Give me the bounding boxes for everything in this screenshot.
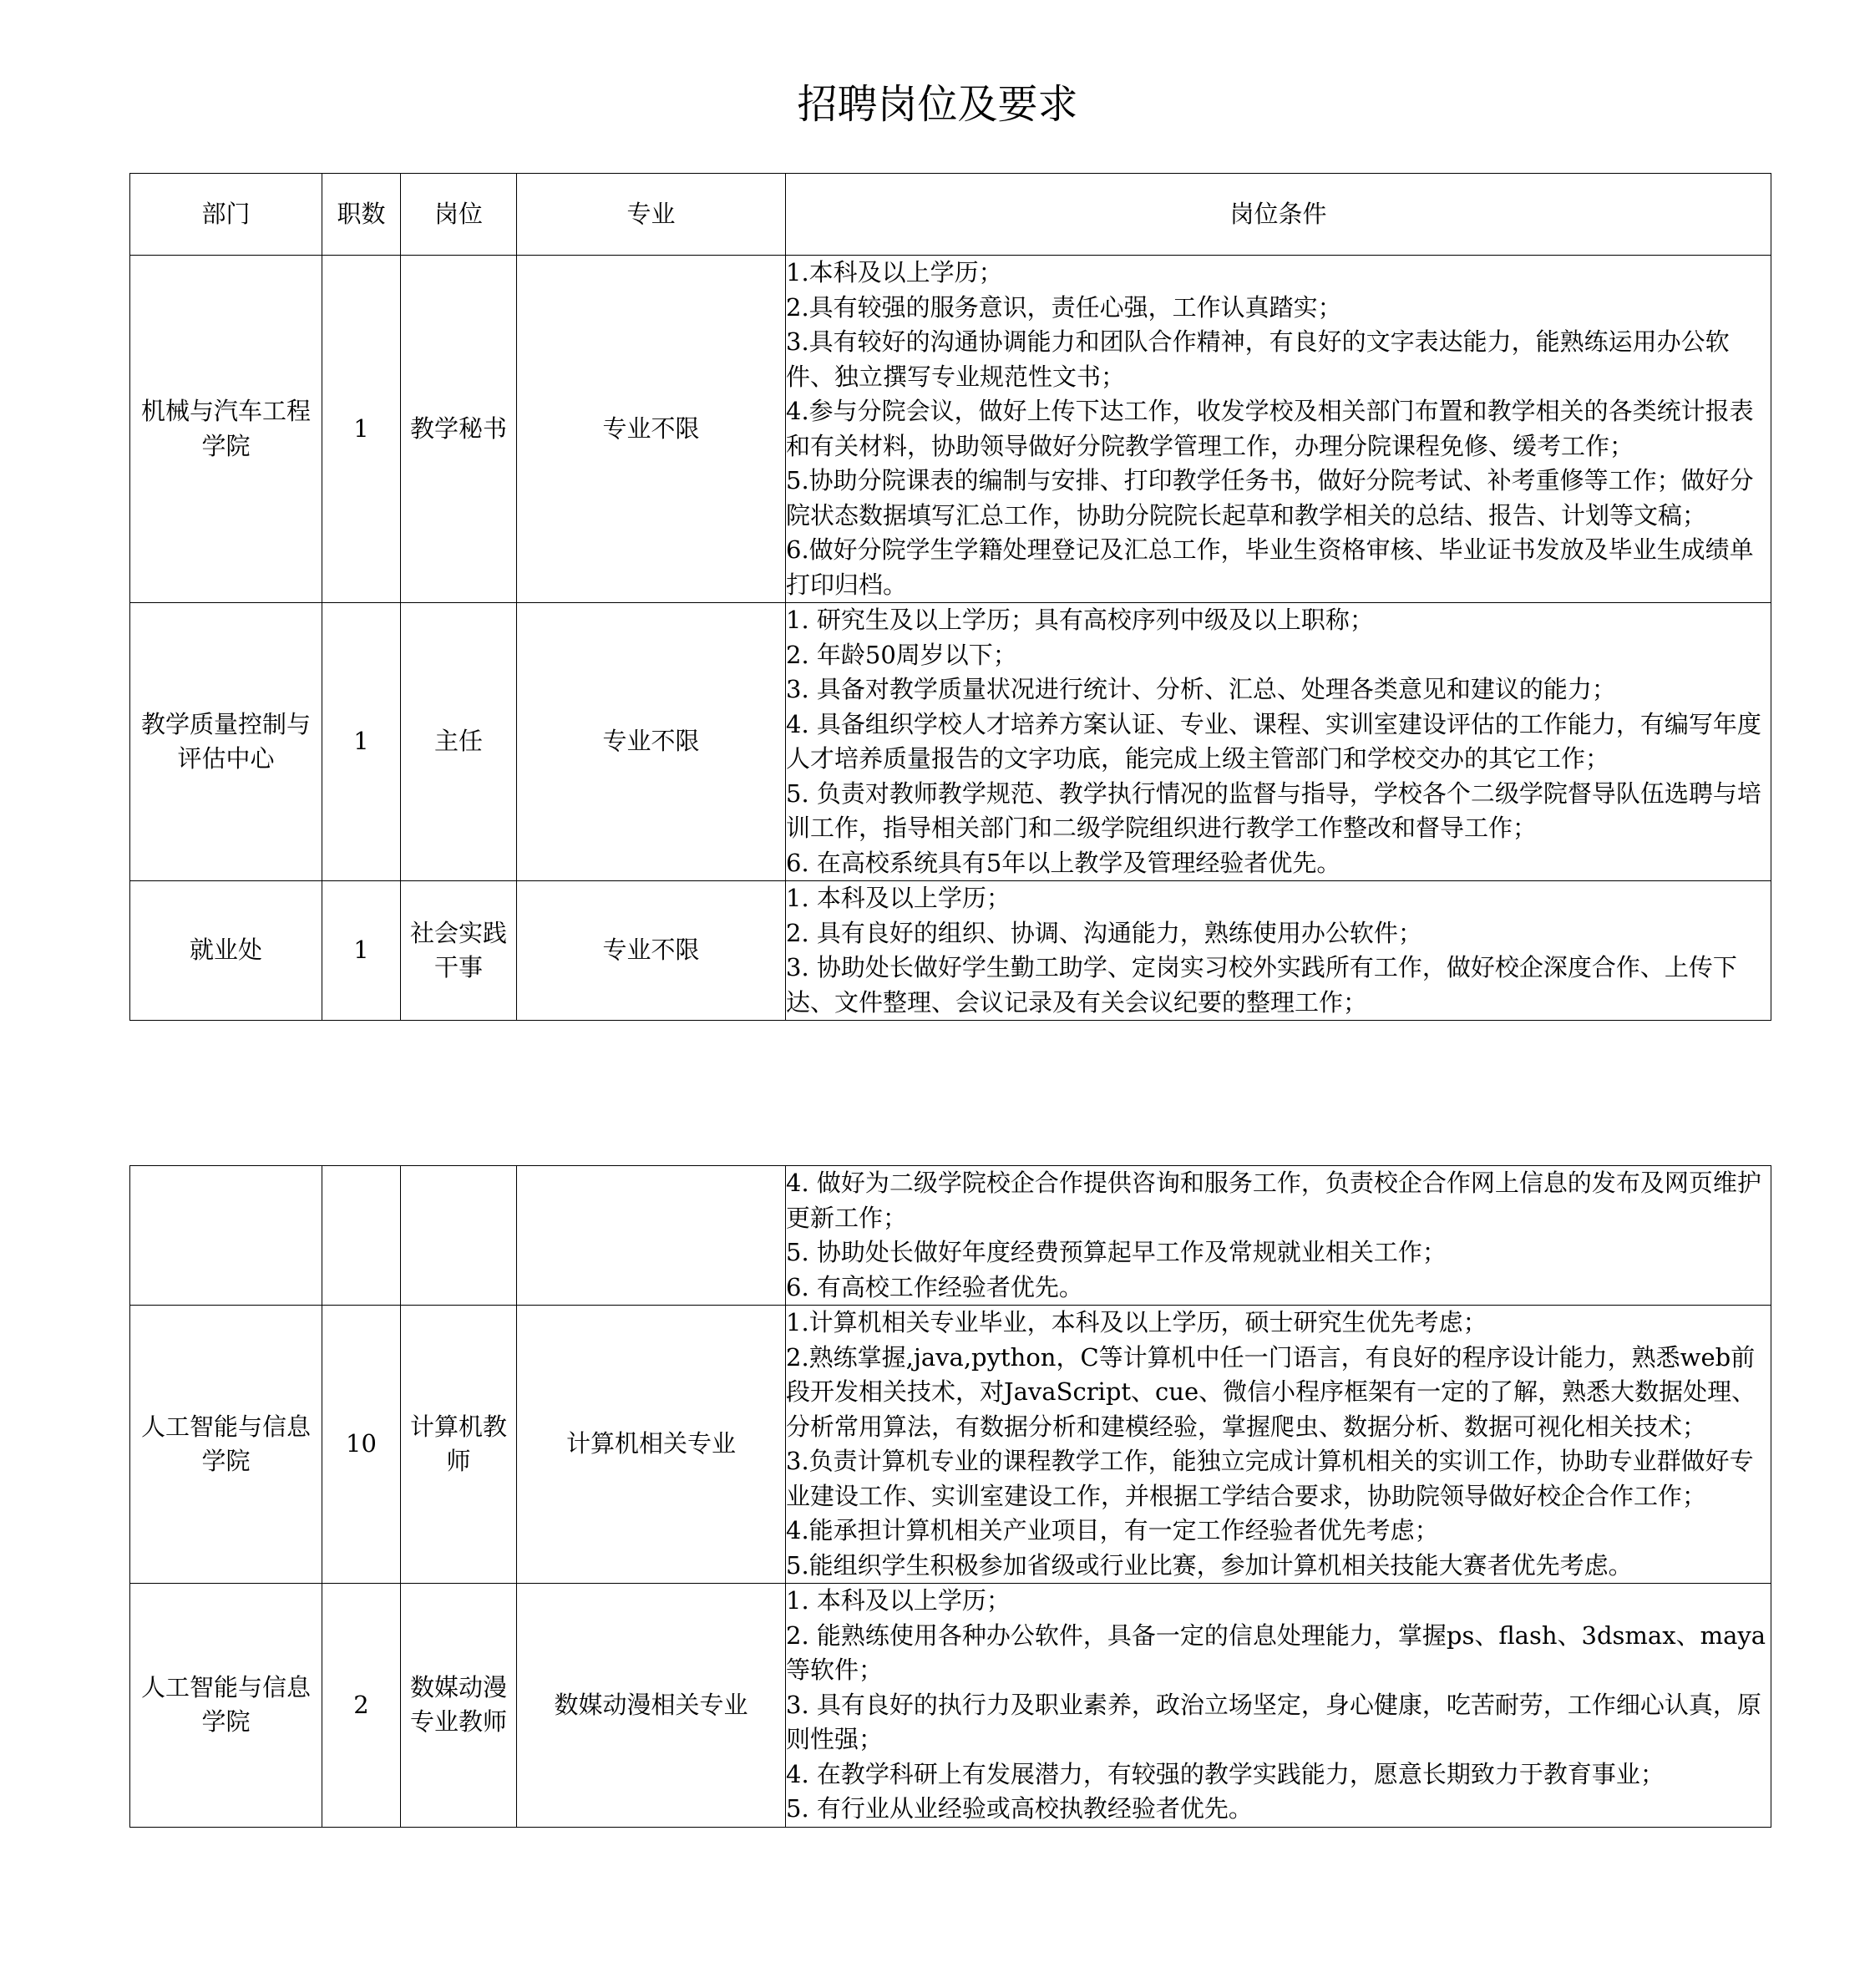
header-requirements: 岗位条件	[786, 174, 1771, 256]
requirement-item: 4. 做好为二级学院校企合作提供咨询和服务工作，负责校企合作网上信息的发布及网页维护更新工作；	[786, 1169, 1761, 1232]
major-cell	[517, 1166, 786, 1306]
table-row	[130, 603, 1771, 881]
page-title: 招聘岗位及要求	[797, 81, 1078, 128]
header-dept: 部门	[130, 174, 322, 256]
requirement-item: 1. 本科及以上学历；	[786, 1586, 1011, 1615]
requirement-item: 1. 本科及以上学历；	[786, 884, 1011, 912]
table-row	[130, 881, 1771, 1021]
post-cell: 教学秘书	[401, 256, 517, 603]
major-cell: 计算机相关专业	[517, 1306, 786, 1584]
requirements-cell	[786, 1166, 1771, 1306]
requirement-item: 6.做好分院学生学籍处理登记及汇总工作，毕业生资格审核、毕业证书发放及毕业生成绩单打印归档。	[786, 535, 1754, 599]
count-cell	[322, 1166, 401, 1306]
post-cell: 计算机教师	[401, 1306, 517, 1584]
major-cell: 数媒动漫相关专业	[517, 1584, 786, 1828]
header-major: 专业	[517, 174, 786, 256]
requirement-item: 4.能承担计算机相关产业项目，有一定工作经验者优先考虑；	[786, 1516, 1439, 1544]
major-cell: 专业不限	[517, 881, 786, 1021]
dept-cell: 就业处	[130, 881, 322, 1021]
requirement-item: 5. 协助处长做好年度经费预算起早工作及常规就业相关工作；	[786, 1238, 1447, 1266]
requirement-item: 4. 在教学科研上有发展潜力，有较强的教学实践能力，愿意长期致力于教育事业；	[786, 1759, 1665, 1788]
requirement-item: 4. 具备组织学校人才培养方案认证、专业、课程、实训室建设评估的工作能力，有编写年度人才培养质量报告的文字功底，能完成上级主管部门和学校交办的其它工作；	[786, 709, 1761, 773]
post-cell	[401, 1166, 517, 1306]
post-cell: 数媒动漫专业教师	[401, 1584, 517, 1828]
count-cell: 10	[322, 1306, 401, 1584]
requirement-item: 1. 研究生及以上学历；具有高校序列中级及以上职称；	[786, 606, 1374, 634]
post-cell: 社会实践干事	[401, 881, 517, 1021]
requirement-item: 3. 具备对教学质量状况进行统计、分析、汇总、处理各类意见和建议的能力；	[786, 675, 1616, 703]
requirements-cell	[786, 256, 1771, 603]
requirement-item: 1.计算机相关专业毕业，本科及以上学历，硕士研究生优先考虑；	[786, 1308, 1487, 1336]
table-row	[130, 256, 1771, 603]
recruitment-table-part-1	[129, 173, 1771, 1021]
dept-cell: 人工智能与信息学院	[130, 1584, 322, 1828]
dept-cell: 教学质量控制与评估中心	[130, 603, 322, 881]
count-cell: 1	[322, 256, 401, 603]
requirements-cell	[786, 1584, 1771, 1828]
requirement-item: 6. 在高校系统具有5年以上教学及管理经验者优先。	[786, 848, 1341, 877]
requirement-item: 4.参与分院会议，做好上传下达工作，收发学校及相关部门布置和教学相关的各类统计报表和有关材料，协助领导做好分院教学管理工作，办理分院课程免修、缓考工作；	[786, 397, 1754, 460]
requirement-item: 2. 年龄50周岁以下；	[786, 640, 1017, 669]
requirements-cell	[786, 881, 1771, 1021]
requirement-item: 3. 协助处长做好学生勤工助学、定岗实习校外实践所有工作，做好校企深度合作、上传下达、文件整理、会议记录及有关会议纪要的整理工作；	[786, 953, 1737, 1017]
table-row	[130, 1306, 1771, 1584]
requirement-item: 2. 能熟练使用各种办公软件，具备一定的信息处理能力，掌握ps、flash、3dsmax、maya等软件；	[786, 1620, 1766, 1684]
post-cell: 主任	[401, 603, 517, 881]
requirement-item: 5.能组织学生积极参加省级或行业比赛，参加计算机相关技能大赛者优先考虑。	[786, 1550, 1633, 1580]
requirement-item: 5. 负责对教师教学规范、教学执行情况的监督与指导，学校各个二级学院督导队伍选聘与培训工作，指导相关部门和二级学院组织进行教学工作整改和督导工作；	[786, 778, 1761, 842]
dept-cell: 人工智能与信息学院	[130, 1306, 322, 1584]
major-cell: 专业不限	[517, 256, 786, 603]
requirement-item: 5. 有行业从业经验或高校执教经验者优先。	[786, 1794, 1253, 1823]
requirements-cell	[786, 1306, 1771, 1584]
dept-cell	[130, 1166, 322, 1306]
requirement-item: 2.具有较强的服务意识，责任心强，工作认真踏实；	[786, 292, 1342, 322]
requirement-item: 3. 具有良好的执行力及职业素养，政治立场坚定，身心健康，吃苦耐劳，工作细心认真，原则性强；	[786, 1690, 1761, 1753]
dept-cell: 机械与汽车工程学院	[130, 256, 322, 603]
header-count: 职数	[322, 174, 401, 256]
table-row	[130, 1166, 1771, 1306]
requirement-item: 3.具有较好的沟通协调能力和团队合作精神，有良好的文字表达能力，能熟练运用办公软件、独立撰写专业规范性文书；	[786, 327, 1730, 391]
recruitment-table-part-2	[129, 1165, 1771, 1828]
requirement-item: 5.协助分院课表的编制与安排、打印教学任务书，做好分院考试、补考重修等工作；做好分院状态数据填写汇总工作，协助分院院长起草和教学相关的总结、报告、计划等文稿；	[786, 466, 1754, 530]
count-cell: 2	[322, 1584, 401, 1828]
requirements-cell	[786, 603, 1771, 881]
requirement-item: 1.本科及以上学历；	[786, 258, 1003, 287]
header-post: 岗位	[401, 174, 517, 256]
count-cell: 1	[322, 603, 401, 881]
table-row	[130, 1584, 1771, 1828]
count-cell: 1	[322, 881, 401, 1021]
requirement-item: 3.负责计算机专业的课程教学工作，能独立完成计算机相关的实训工作，协助专业群做好专业建设工作、实训室建设工作，并根据工学结合要求，协助院领导做好校企合作工作；	[786, 1447, 1754, 1510]
table-header-row	[130, 174, 1771, 256]
requirement-item: 2. 具有良好的组织、协调、沟通能力，熟练使用办公软件；	[786, 918, 1422, 947]
requirement-item: 2.熟练掌握,java,python，C等计算机中任一门语言，有良好的程序设计能力，熟悉web前段开发相关技术，对JavaScript、cue、微信小程序框架有一定的了解，熟悉大数据处理、分析常用算法，有数据分析和建模经验，掌握爬虫、数据分析、数据可视化相关技术；	[786, 1342, 1756, 1441]
requirement-item: 6. 有高校工作经验者优先。	[786, 1272, 1083, 1301]
major-cell: 专业不限	[517, 603, 786, 881]
